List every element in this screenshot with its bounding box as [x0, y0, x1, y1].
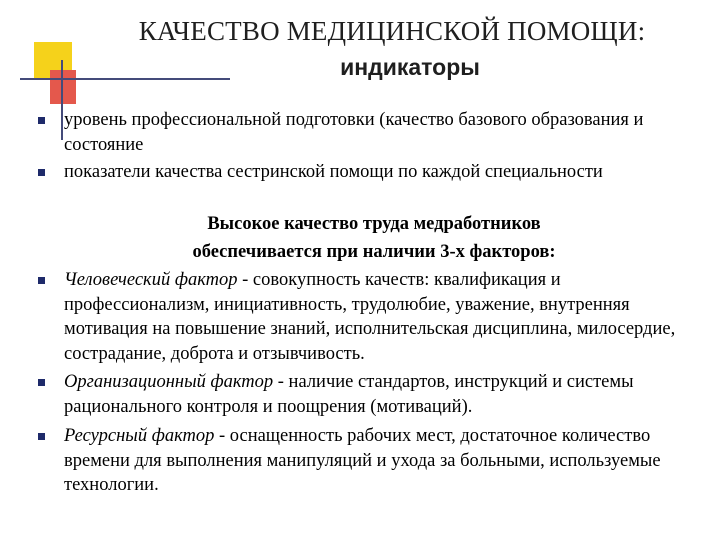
list-item — [64, 108, 694, 157]
factor-term: Человеческий фактор — [64, 270, 238, 290]
bullet-icon — [38, 117, 45, 124]
emphasis-line: обеспечивается при наличии 3-х факторов: — [192, 242, 556, 262]
factor-item — [64, 424, 694, 498]
bullet-icon — [38, 277, 45, 284]
factor-term: Организационный фактор — [64, 372, 274, 392]
bullet-icon — [38, 169, 45, 176]
slide-subtitle: индикаторы — [340, 54, 480, 80]
bullet-icon — [38, 379, 45, 386]
list-item — [64, 160, 694, 185]
list-item-text: уровень профессиональной подготовки (качество базового образования и состояние — [64, 110, 644, 155]
factor-term: Ресурсный фактор — [64, 426, 215, 446]
slide-title: КАЧЕСТВО МЕДИЦИНСКОЙ ПОМОЩИ: — [138, 16, 646, 46]
factor-item — [64, 268, 694, 366]
factor-description: - оснащенность рабочих мест, достаточное количество времени для выполнения манипуляций и ухода за больными, используемые технологии. — [64, 426, 661, 495]
list-item-text: показатели качества сестринской помощи по каждой специальности — [64, 162, 603, 182]
factor-description: - совокупность качеств: квалификация и профессионализм, инициативность, трудолюбие, уважение, внутренняя мотивация на повышение знаний, исполнительская дисциплина, милосердие, сострадание, доброта и отзывчивость. — [64, 270, 676, 364]
bullet-icon — [38, 433, 45, 440]
factor-description: - наличие стандартов, инструкций и системы рационального контроля и поощрения (мотиваций). — [64, 372, 634, 417]
emphasis-line: Высокое качество труда медработников — [207, 214, 541, 234]
factor-item — [64, 370, 694, 419]
